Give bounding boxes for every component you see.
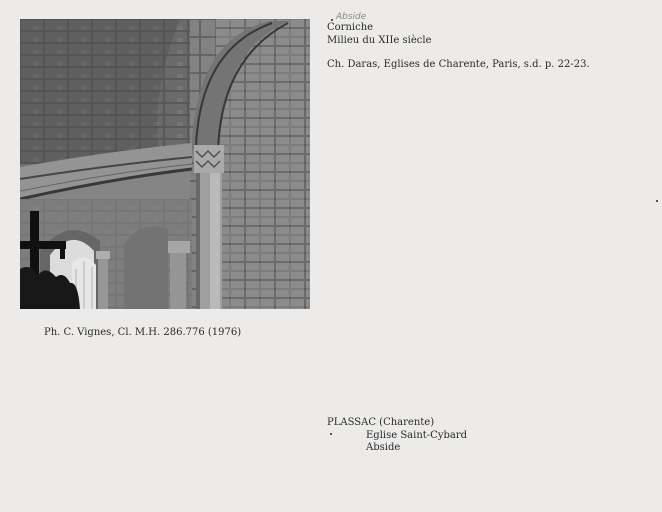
location-part: Abside: [366, 442, 401, 453]
card-date: Milieu du XIIe siècle: [327, 35, 432, 46]
card-title: Corniche: [327, 22, 374, 33]
photo-credit: Ph. C. Vignes, Cl. M.H. 286.776 (1976): [44, 327, 242, 338]
handwritten-annotation: Abside: [336, 12, 367, 22]
location-building: Eglise Saint-Cybard: [366, 430, 468, 441]
annotation-mark: [331, 19, 333, 21]
speck-mark: [330, 433, 332, 435]
edge-speck-mark: [656, 200, 658, 202]
apse-photograph: [20, 19, 310, 309]
location-commune: PLASSAC (Charente): [327, 417, 435, 428]
bibliographic-reference: Ch. Daras, Eglises de Charente, Paris, s.d. p. 22-23.: [327, 59, 590, 70]
